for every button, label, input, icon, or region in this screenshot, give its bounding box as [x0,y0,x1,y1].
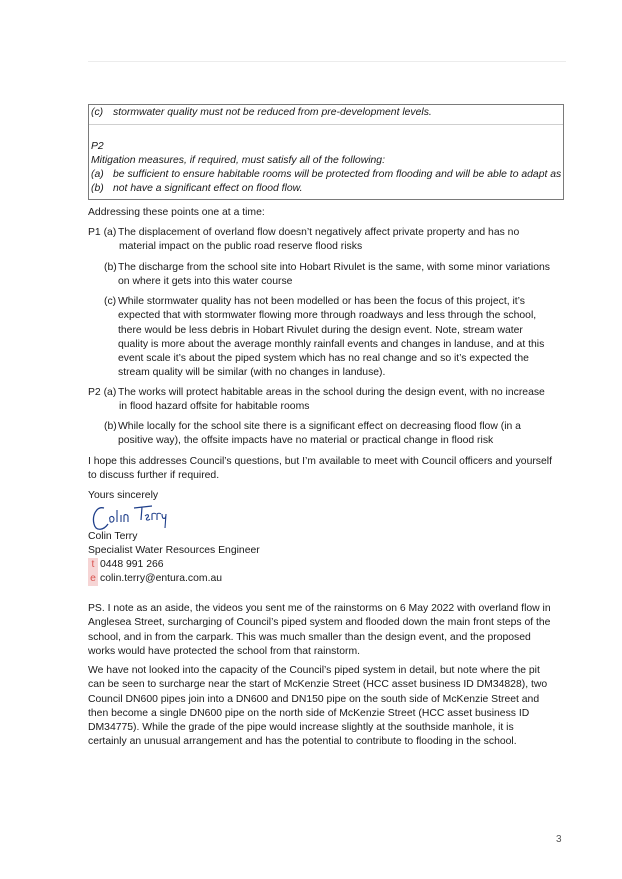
item-label: (c) [104,296,117,307]
header-rule [88,61,566,62]
quote-item-a [91,168,561,182]
text-line: Council DN600 pipes join into a DN600 and DN150 pipe on the south side of McKenzie Street and [88,693,540,705]
p1-b-text [118,261,568,290]
text-line: then become a single DN600 pipe on the north side of McKenzie Street (HCC asset business ID [88,707,530,719]
email-line [88,572,222,586]
text-line: to discuss further if required. [88,470,220,482]
email-address: colin.terry@entura.com.au [100,573,223,584]
quote-item-label: (a) [91,169,104,180]
text-line: quality is more about the average monthly rainfall events and changes in landuse, and at this [118,338,545,350]
text-line: material impact on the public road reserve flood risks [119,241,363,253]
text-line: on where it gets into this water course [118,276,293,288]
phone-line [88,558,164,572]
quote-p2-heading: P2 [91,141,104,152]
text-line: We have not looked into the capacity of the Council’s piped system in detail, but note where the pit [88,665,540,676]
item-label: (b) [104,262,117,273]
quote-item-c [91,106,432,120]
quote-item-label: (b) [91,183,104,194]
ps-paragraph [88,602,564,659]
text-line: event scale it’s about the piped system which has no real change and so it’s expected the [118,353,529,365]
text-line: DM34775). While the grade of the pipe would increase slightly at the southside manhole, it is [88,722,514,734]
text-line: Anglesea Street, surcharging of Council’s piped system and flooded down the main front steps of the [88,617,551,629]
phone-icon: t [88,558,98,572]
intro-paragraph: Addressing these points one at a time: [88,207,265,218]
item-label: (b) [104,421,117,432]
quote-p2-intro: Mitigation measures, if required, must satisfy all of the following: [91,155,385,166]
closing-paragraph [88,455,564,484]
handwritten-signature [90,500,170,534]
text-line: expected that with stormwater flowing more through roadways and less through the school, [118,310,537,322]
text-line: stream quality will be similar (with no changes in landuse). [118,367,386,379]
quote-divider [89,124,563,125]
text-line: positive way), the offsite impacts have no material or practical change in flood risk [118,435,494,447]
p1-label: P1 (a) [88,227,117,238]
text-line: school, and in from the carpark. This was much smaller than the design event, and the proposed [88,631,531,643]
email-icon: e [88,572,98,586]
text-line: The discharge from the school site into Hobart Rivulet is the same, with some minor variations [118,262,550,273]
p2-b-text [118,420,568,449]
text-line: certainly an unusual arrangement and has the potential to contribute to flooding in the school. [88,736,517,748]
text-line: While locally for the school site there is a significant effect on decreasing flood flow (in a [118,421,521,432]
quote-item-text: be sufficient to ensure habitable rooms will be protected from flooding and will be able to adapt as [113,169,562,180]
page-number: 3 [556,834,562,845]
text-line: I hope this addresses Council’s questions, but I’m available to meet with Council officers and yourself [88,456,552,467]
text-line: there would be less debris in Hobart Rivulet during the design event. Note, stream water [118,324,523,336]
quote-item-label: (c) [91,107,104,118]
p2-a-text [118,386,568,415]
salutation: Yours sincerely [88,490,159,501]
text-line: PS. I note as an aside, the videos you sent me of the rainstorms on 6 May 2022 with overland flow in [88,603,551,614]
text-line: in flood hazard offsite for habitable rooms [119,401,310,413]
quote-item-text: not have a significant effect on flood flow. [113,183,303,194]
signatory-name: Colin Terry [88,531,138,542]
text-line: works would have protected the school from that rainstorm. [88,645,361,657]
text-line: While stormwater quality has not been modelled or has been the focus of this project, it’s [118,296,525,307]
p1-a-text [118,226,568,255]
text-line: The displacement of overland flow doesn’t negatively affect private property and has no [118,227,520,238]
text-line: can be seen to surcharge near the start of McKenzie Street (HCC asset business ID DM34828), two [88,679,548,691]
p1-c-text [118,295,568,381]
final-paragraph [88,664,564,750]
signatory-title: Specialist Water Resources Engineer [88,545,260,556]
phone-number: 0448 991 266 [100,559,164,570]
p2-label: P2 (a) [88,387,117,398]
quote-item-text: stormwater quality must not be reduced from pre-development levels. [113,107,432,118]
quote-item-b [91,182,302,196]
planning-scheme-quote-box [88,104,564,200]
text-line: The works will protect habitable areas in the school during the design event, with no increase [118,387,545,398]
